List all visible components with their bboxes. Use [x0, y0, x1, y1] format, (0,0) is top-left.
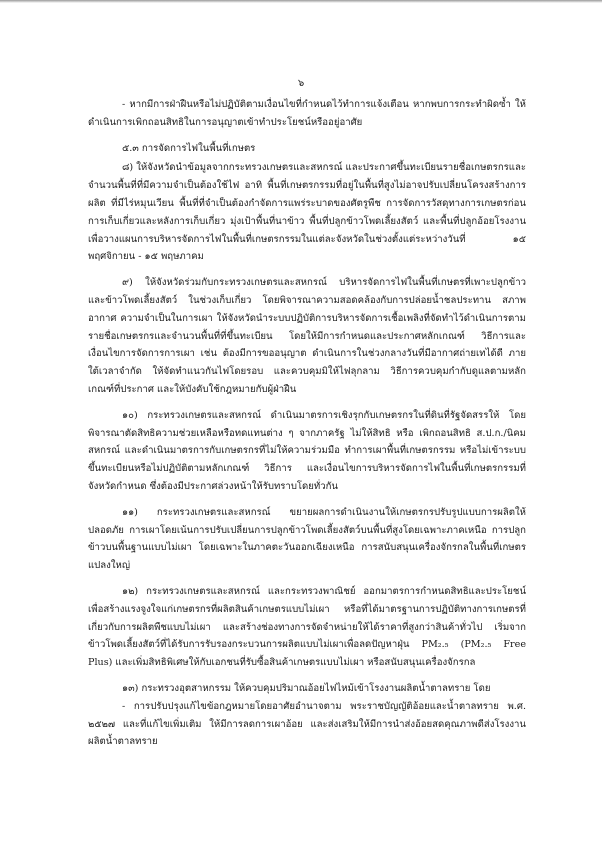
document-body: [88, 96, 526, 751]
paragraph-revocation-note: - หากมีการฝ่าฝืนหรือไม่ปฏิบัติตามเงื่อนไขที่กำหนดไว้ทำการแจ้งเตือน หากพบการกระทำผิดซ้ำ ให้ดำเนินการเพิกถอนสิทธิในการอนุญาตเข้าทำประโยชน์หรืออยู่อาศัย: [88, 99, 526, 128]
page-number: ๖: [297, 78, 305, 89]
paragraph-item-13: ๑๓) กระทรวงอุตสาหกรรม ให้ควบคุมปริมาณอ้อยไฟไหม้เข้าโรงงานผลิตน้ำตาลทราย โดย: [122, 682, 491, 694]
section-heading-5-3: ๕.๓ การจัดการไฟในพื้นที่เกษตร: [122, 142, 256, 154]
paragraph-item-9: ๙) ให้จังหวัดร่วมกับกระทรวงเกษตรและสหกรณ์ บริหารจัดการไฟในพื้นที่เกษตรที่เพาะปลูกข้าว และข้าวโพดเลี้ยงสัตว์ ในช่วงเก็บเกี่ยว โดยพิจารณาความสอดคล้องกับการปล่อยน้ำชลประทาน สภาพอากาศ ความจำเป็นในการเผา ให้จังหวัดนำระบบปฏิบัติการบริหารจัดการเชื้อเพลิงที่จัดทำไว้ดำเนินการตามรายชื่อเกษตรกรและจำนวนพื้นที่ที่ขึ้นทะเบียน โดยให้มีการกำหนดและประกาศหลักเกณฑ์ วิธีการและเงื่อนไขการจัดการการเผา เช่น ต้องมีการขออนุญาต ดำเนินการในช่วงกลางวันที่มีอากาศถ่ายเทได้ดี ภายใต้เวลาจำกัด ให้จัดทำแนวกันไฟโดยรอบ และควบคุมมิให้ไฟลุกลาม วิธีการควบคุมกำกับดูแลตามหลักเกณฑ์ที่ประกาศ และให้บังคับใช้กฎหมายกับผู้ฝ่าฝืน: [88, 277, 526, 395]
paragraph-item-11: ๑๑) กระทรวงเกษตรและสหกรณ์ ขยายผลการดำเนินงานให้เกษตรกรปรับรูปแบบการผลิตให้ปลอดภัย การเผาโดยเน้นการปรับเปลี่ยนการปลูกข้าวโพดเลี้ยงสัตว์บนพื้นที่สูงโดยเฉพาะภาคเหนือ การปลูกข้าวบนพื้นฐานแบบไม่เผา โดยเฉพาะในภาคตะวันออกเฉียงเหนือ การสนับสนุนเครื่องจักรกลในพื้นที่เกษตรแปลงใหญ่: [88, 506, 526, 572]
paragraph-item-8: ๘) ให้จังหวัดนำข้อมูลจากกระทรวงเกษตรและสหกรณ์ และประกาศขึ้นทะเบียนรายชื่อเกษตรกรและจำนวนพื้นที่ที่มีความจำเป็นต้องใช้ไฟ อาทิ พื้นที่เกษตรกรรมที่อยู่ในพื้นที่สูงไม่อาจปรับเปลี่ยนโครงสร้างการผลิต ที่มีไร่หมุนเวียน พื้นที่ที่จำเป็นต้องกำจัดการแพร่ระบาดของศัตรูพืช การจัดการวัสดุทางการเกษตรก่อนการเก็บเกี่ยวและหลังการเก็บเกี่ยว มุ่งเป้าพื้นที่นาข้าว พื้นที่ปลูกข้าวโพดเลี้ยงสัตว์ และพื้นที่ปลูกอ้อยโรงงาน เพื่อวางแผนการบริหารจัดการไฟในพื้นที่เกษตรกรรมในแต่ละจังหวัดในช่วงตั้งแต่ระหว่างวันที่ ๑๕ พฤศจิกายน - ๑๕ พฤษภาคม: [88, 162, 526, 263]
paragraph-item-10: ๑๐) กระทรวงเกษตรและสหกรณ์ ดำเนินมาตรการเชิงรุกกับเกษตรกรในที่ดินที่รัฐจัดสรรให้ โดยพิจารณาตัดสิทธิความช่วยเหลือหรือทดแทนต่าง ๆ จากภาครัฐ ไม่ให้สิทธิ หรือ เพิกถอนสิทธิ ส.ป.ก./นิคมสหกรณ์ และดำเนินมาตรการกับเกษตรกรที่ไม่ให้ความร่วมมือ ทำการเผาพื้นที่เกษตรกรรม หรือไม่เข้าระบบขึ้นทะเบียนหรือไม่ปฏิบัติตามหลักเกณฑ์ วิธีการ และเงื่อนไขการบริหารจัดการไฟในพื้นที่เกษตรกรรมที่จังหวัดกำหนด ซึ่งต้องมีประกาศล่วงหน้าให้รับทราบโดยทั่วกัน: [88, 409, 526, 492]
scan-top-edge: [0, 0, 602, 3]
paragraph-item-13-sub: - การปรับปรุงแก้ไขข้อกฎหมายโดยอาศัยอำนาจตาม พระราชบัญญัติอ้อยและน้ำตาลทราย พ.ศ. ๒๕๒๗ และที่แก้ไขเพิ่มเติม ให้มีการลดการเผาอ้อย และส่งเสริมให้มีการนำส่งอ้อยสดคุณภาพดีส่งโรงงานผลิตน้ำตาลทราย: [88, 700, 526, 748]
paragraph-item-12: ๑๒) กระทรวงเกษตรและสหกรณ์ และกระทรวงพาณิชย์ ออกมาตรการกำหนดสิทธิและประโยชน์เพื่อสร้างแรงจูงใจแก่เกษตรกรที่ผลิตสินค้าเกษตรแบบไม่เผา หรือที่ได้มาตรฐานการปฏิบัติทางการเกษตรที่เกี่ยวกับการผลิตพืชแบบไม่เผา และสร้างช่องทางการจัดจำหน่ายให้ได้ราคาที่สูงกว่าสินค้าทั่วไป เริ่มจากข้าวโพดเลี้ยงสัตว์ที่ได้รับการรับรองกระบวนการผลิตแบบไม่เผาเพื่อลดปัญหาฝุ่น PM₂.₅ (PM₂.₅ Free Plus) และเพิ่มสิทธิพิเศษให้กับเอกชนที่รับซื้อสินค้าเกษตรแบบไม่เผา หรือสนับสนุนเครื่องจักรกล: [88, 585, 526, 669]
